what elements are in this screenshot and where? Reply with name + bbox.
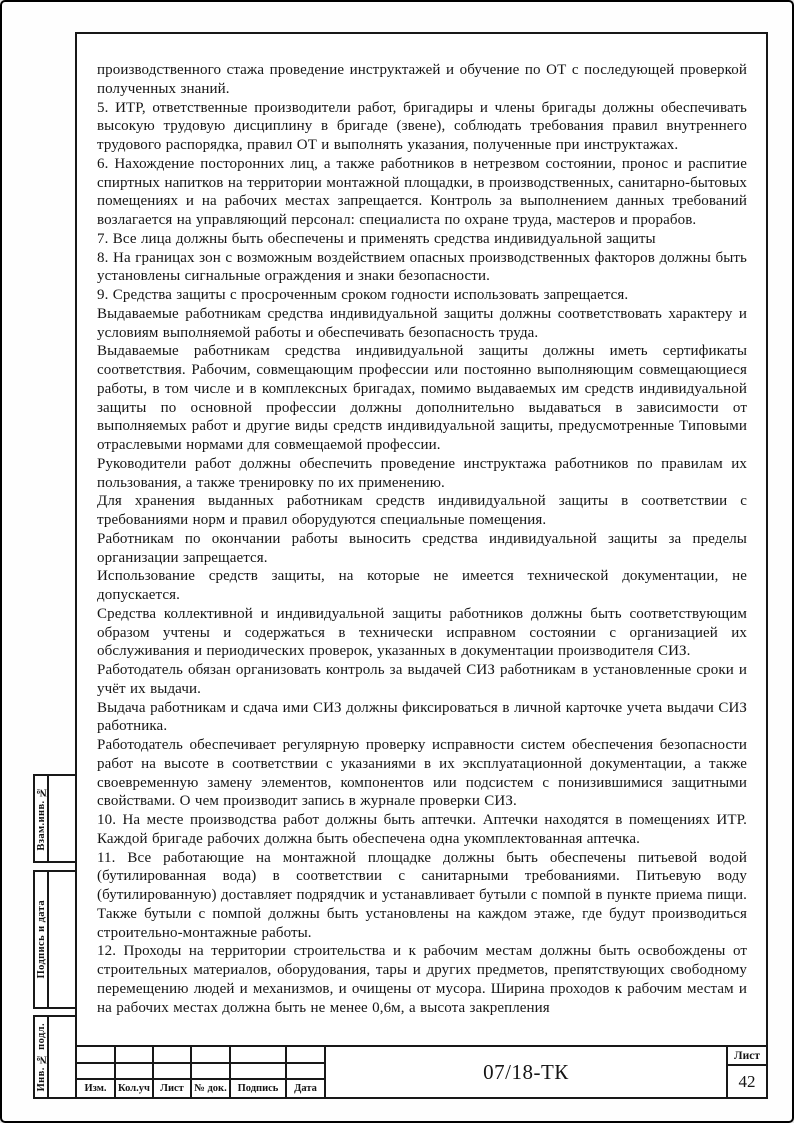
stamp-blank-cell [49, 872, 75, 1007]
stamp-label-vzam-inv: Взам.инв. № [35, 786, 47, 851]
revision-table-cell [287, 1047, 324, 1064]
paragraph: Руководители работ должны обеспечить проведение инструктажа работников по правилам их пользования, а также тренировку по их применению. [97, 455, 747, 491]
paragraph: 7. Все лица должны быть обеспечены и применять средства индивидуальной защиты [97, 230, 656, 247]
revision-table-cell [116, 1064, 154, 1081]
paragraph: Для хранения выданных работникам средств индивидуальной защиты в соответствии с требованиями норм и правил оборудуются специальные помещения. [97, 493, 747, 528]
revision-table [77, 1047, 324, 1097]
revision-table-cell [116, 1047, 154, 1064]
paragraph: 11. Все работающие на монтажной площадке должны быть обеспечены питьевой водой (бутилированная вода) в соответствии с санитарными требованиями. Питьевую воду (бутилированную) доставляет подрядчик и устанавливает бутыли с помпой в пункте приема пищи. Также бутыли с помпой должны быть установлены на каждом этаже, где будут производиться строительно-монтажные работы. [97, 849, 747, 941]
revision-table-cell [77, 1047, 116, 1064]
document-code: 07/18-ТК [324, 1047, 728, 1097]
paragraph: Средства коллективной и индивидуальной защиты работников должны быть соответствующим образом учтены и содержаться в технически исправном состоянии с организацией их обслуживания и периодических проверок, указанных в документации производителя СИЗ. [97, 605, 747, 660]
sheet-number: 42 [738, 1071, 756, 1091]
paragraph: Выдаваемые работникам средства индивидуальной защиты должны соответствовать характеру и условиям выполняемой работы и обеспечивать безопасность труда. [97, 305, 747, 341]
stamp-blank-cell [49, 776, 75, 861]
paragraph: Работодатель обязан организовать контроль за выдачей СИЗ работникам в установленные сроки и учёт их выдачи. [97, 662, 747, 697]
revision-table-cell [231, 1064, 287, 1081]
revision-table-cell [287, 1064, 324, 1081]
paragraph: 10. На месте производства работ должны быть аптечки. Аптечки находятся в помещениях ИТР. Каждой бригаде рабочих должна быть обеспечена одна укомплектованная аптечка. [97, 812, 747, 847]
stamp-box-podpis-data [33, 870, 77, 1009]
revision-header-list: Лист [154, 1080, 192, 1097]
revision-table-cell [192, 1047, 231, 1064]
paragraph: Выдача работникам и сдача ими СИЗ должны фиксироваться в личной карточке учета выдачи СИЗ работника. [97, 699, 747, 735]
paragraph: производственного стажа проведение инструктажей и обучение по ОТ с последующей проверкой полученных знаний. [97, 62, 747, 97]
revision-header-koluch: Кол.уч [116, 1080, 154, 1097]
revision-table-cell [154, 1047, 192, 1064]
paragraph: 5. ИТР, ответственные производители работ, бригадиры и члены бригады должны обеспечивать высокую трудовую дисциплину в бригаде (звене), соблюдать требования правил внутреннего трудового распорядка, правил ОТ и выполнять указания, полученные при инструктажах. [97, 99, 747, 153]
paragraph: 6. Нахождение посторонних лиц, а также работников в нетрезвом состоянии, пронос и распитие спиртных напитков на территории монтажной площадки, в производственных, санитарно-бытовых помещениях и на рабочих местах запрещается. Контроль за выполнением данных требований возлагается на управляющий персонал: специалиста по охране труда, мастеров и прорабов. [97, 155, 747, 228]
revision-table-cell [154, 1064, 192, 1081]
paragraph: 12. Проходы на территории строительства и к рабочим местам должны быть освобождены от строительных материалов, оборудования, тары и других предметов, препятствующих свободному перемещению людей и механизмов, и очищены от мусора. Ширина проходов к рабочим местам и на рабочих местах должна быть не менее 0,6м, а высота закрепления [97, 943, 747, 1016]
paragraph: Использование средств защиты, на которые не имеется технической документации, не допускается. [97, 568, 747, 603]
stamp-blank-cell [49, 1017, 75, 1097]
revision-header-data: Дата [294, 1083, 317, 1095]
sheet-box [728, 1047, 766, 1097]
stamp-label-podpis-data: Подпись и дата [35, 900, 47, 979]
revision-header-podpis: Подпись [231, 1080, 287, 1097]
revision-table-cell [77, 1064, 116, 1081]
stamp-label-cell [35, 1017, 49, 1097]
paragraph: 8. На границах зон с возможным воздействием опасных производственных факторов должны быть установлены сигнальные ограждения и знаки безопасности. [97, 249, 747, 285]
stamp-box-inv-podl [33, 1015, 77, 1099]
stamp-label-inv-podl: Инв. № подл. [35, 1022, 47, 1092]
title-block [75, 1045, 768, 1099]
paragraph: 9. Средства защиты с просроченным сроком годности использовать запрещается. [97, 287, 629, 303]
stamp-label-cell [35, 776, 49, 861]
revision-table-cell [231, 1047, 287, 1064]
revision-table-cell [192, 1064, 231, 1081]
document-body-text [97, 61, 747, 1017]
paragraph: Работодатель обеспечивает регулярную проверку исправности систем обеспечения безопасности работ на высоте в соответствии с указаниями в их эксплуатационной документации, а также своевременную замену элементов, компонентов или подсистем с понизившимися защитными свойствами. О чем производит запись в журнале проверки СИЗ. [97, 737, 747, 810]
stamp-label-cell [35, 872, 49, 1007]
revision-header-izm: Изм. [77, 1080, 116, 1097]
stamp-box-vzam-inv [33, 774, 77, 863]
sheet-label: Лист [728, 1047, 766, 1066]
paragraph: Выдаваемые работникам средства индивидуальной защиты должны иметь сертификаты соответствия. Рабочим, совмещающим профессии или постоянно выполняющим совмещающиеся работы, в том числе и в комплексных бригадах, помимо выдаваемых им средств индивидуальной защиты по основной профессии должны дополнительно выдаваться в зависимости от выполняемых работ и другие виды средств индивидуальной защиты, предусмотренные Типовыми отраслевыми нормами для совмещаемой профессии. [97, 343, 747, 453]
paragraph: Работникам по окончании работы выносить средства индивидуальной защиты за пределы организации запрещается. [97, 530, 747, 566]
revision-header-nodok: № док. [192, 1080, 231, 1097]
